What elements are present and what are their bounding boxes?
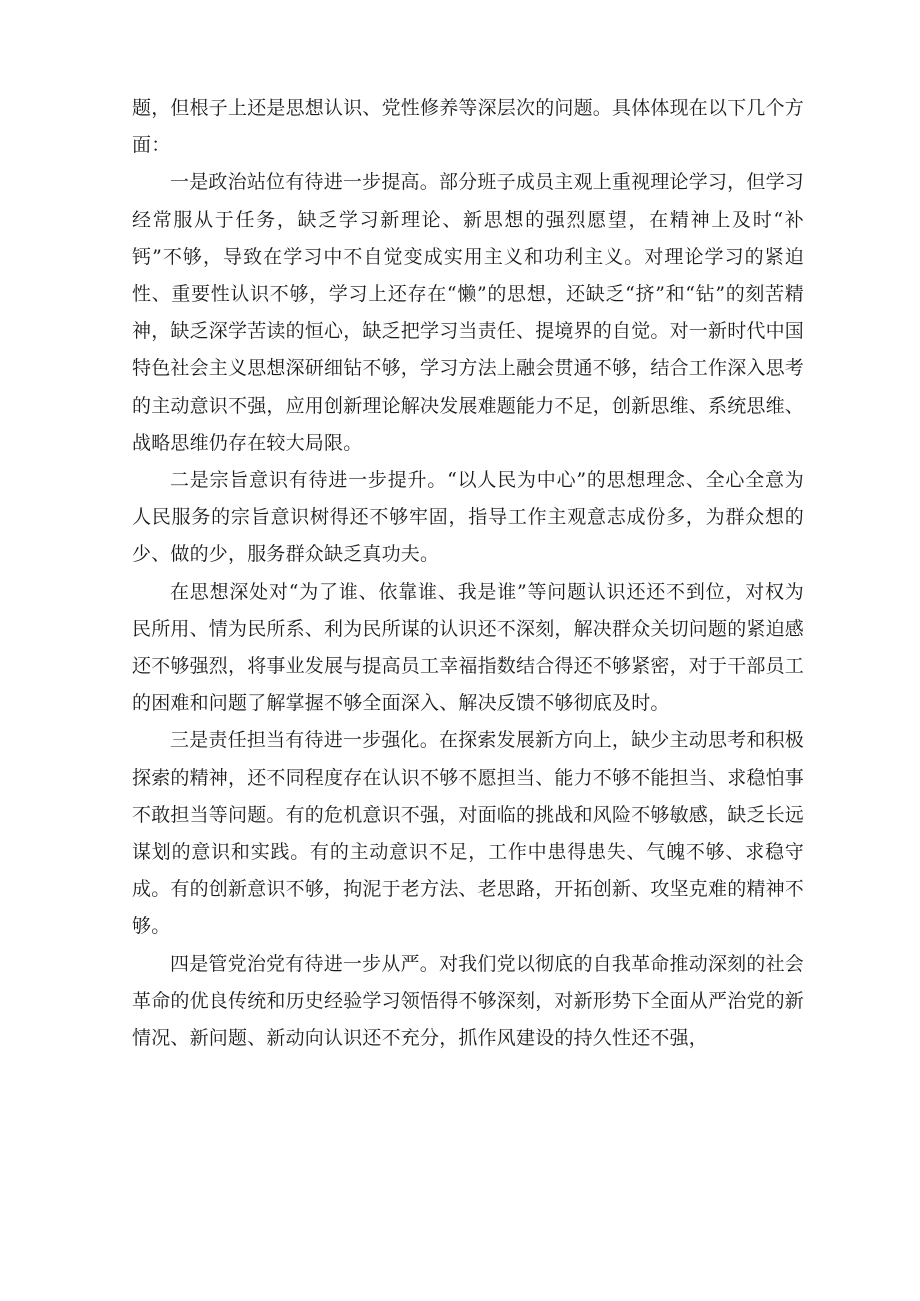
- paragraph-continuation: 题，但根子上还是思想认识、党性修养等深层次的问题。具体体现在以下几个方面：: [132, 97, 805, 157]
- paragraph-deep-thinking: 在思想深处对“为了谁、依靠谁、我是谁”等问题认识还还不到位，对权为民所用、情为民所系、利为民所谋的认识还不深刻，解决群众关切问题的紧迫感还不够强烈，将事业发展与提高员工幸福指数结合得还不够紧密，对于干部员工的困难和问题了解掌握不够全面深入、解决反馈不够彻底及时。: [132, 580, 805, 715]
- paragraph-party-governance: 四是管党治党有待进一步从严。对我们党以彻底的自我革命推动深刻的社会革命的优良传统和历史经验学习领悟得不够深刻，对新形势下全面从严治党的新情况、新问题、新动向认识还不充分，抓作风建设的持久性还不强，: [132, 952, 805, 1050]
- paragraph-political-stance: 一是政治站位有待进一步提高。部分班子成员主观上重视理论学习，但学习经常服从于任务，缺乏学习新理论、新思想的强烈愿望，在精神上及时“补钙”不够，导致在学习中不自觉变成实用主义和功利主义。对理论学习的紧迫性、重要性认识不够，学习上还存在“懒”的思想，还缺乏“挤”和“钻”的刻苦精神，缺乏深学苦读的恒心，缺乏把学习当责任、提境界的自觉。对一新时代中国特色社会主义思想深研细钻不够，学习方法上融会贯通不够，结合工作深入思考的主动意识不强，应用创新理论解决发展难题能力不足，创新思维、系统思维、战略思维仍存在较大局限。: [132, 171, 805, 454]
- document-body: [132, 90, 804, 1057]
- paragraph-purpose-awareness: 二是宗旨意识有待进一步提升。“以人民为中心”的思想理念、全心全意为人民服务的宗旨意识树得还不够牢固，指导工作主观意志成份多，为群众想的少、做的少，服务群众缺乏真功夫。: [132, 469, 804, 566]
- paragraph-responsibility: 三是责任担当有待进一步强化。在探索发展新方向上，缺少主动思考和积极探索的精神，还不同程度存在认识不够不愿担当、能力不够不能担当、求稳怕事不敢担当等问题。有的危机意识不强，对面临的挑战和风险不够敏感，缺乏长远谋划的意识和实践。有的主动意识不足，工作中患得患失、气魄不够、求稳守成。有的创新意识不够，拘泥于老方法、老思路，开拓创新、攻坚克难的精神不够。: [132, 729, 805, 938]
